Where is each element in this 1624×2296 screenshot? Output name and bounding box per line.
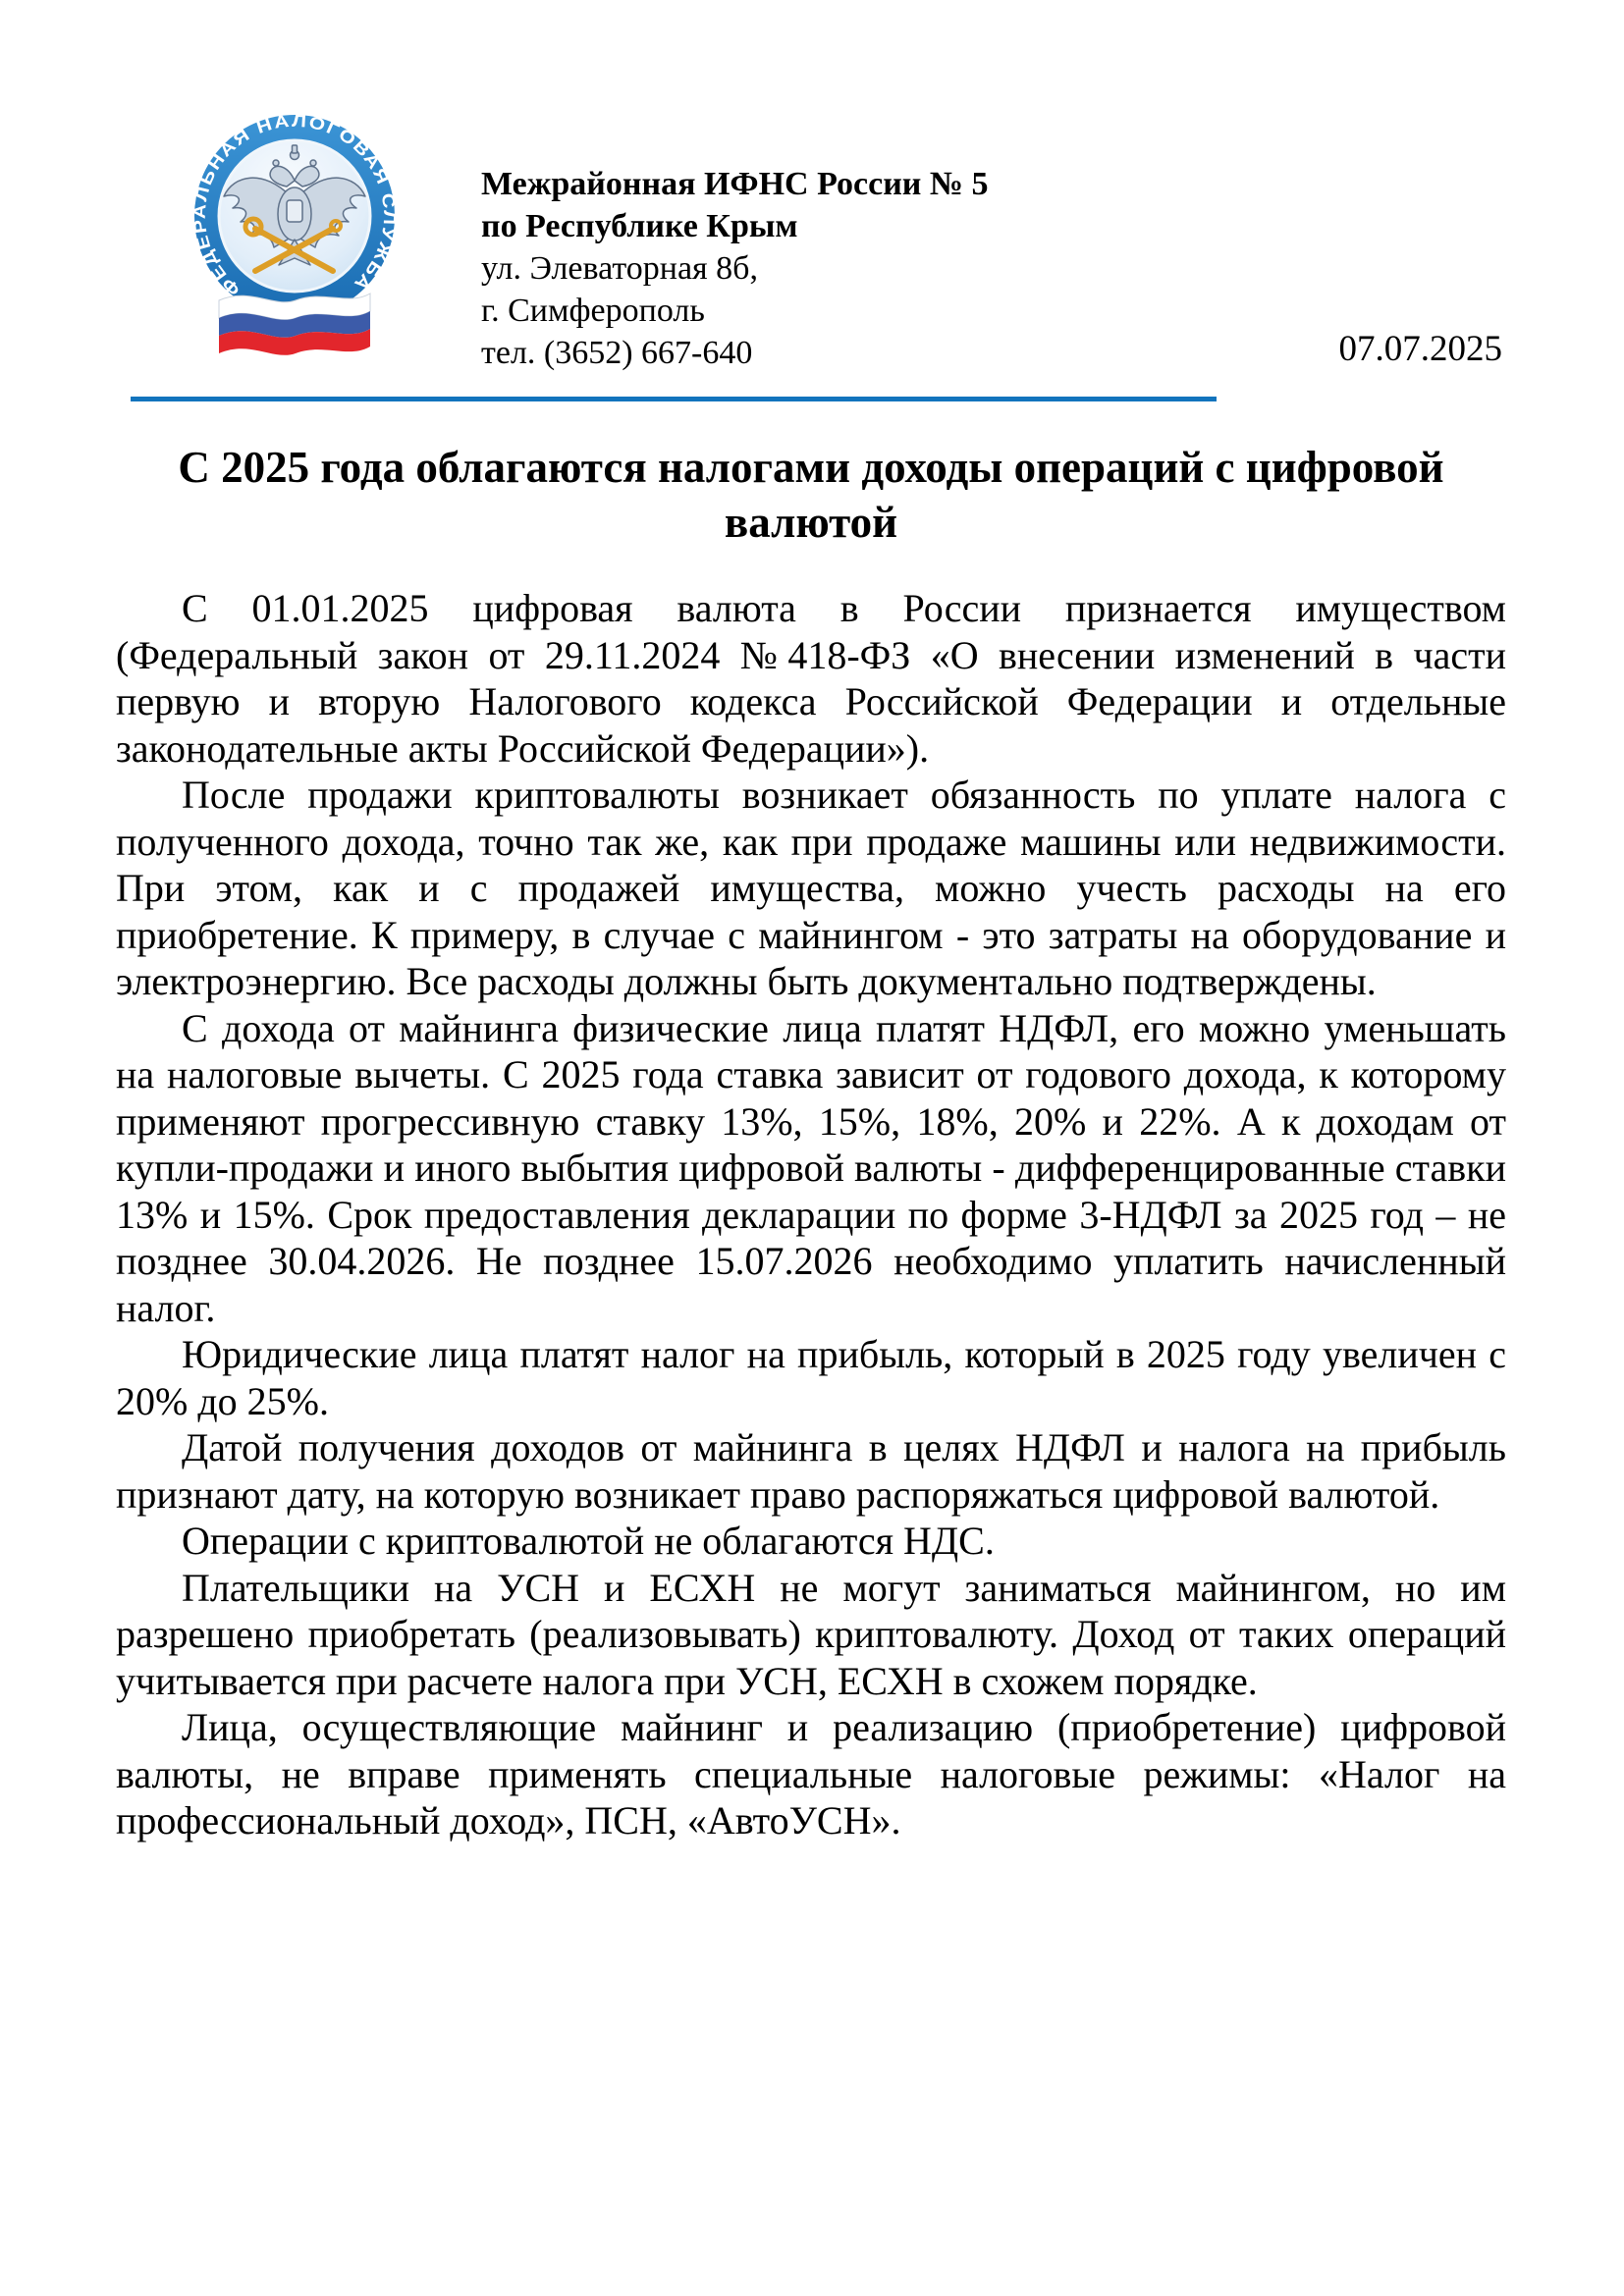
letterhead-org-block: [481, 163, 989, 374]
document-date: 07.07.2025: [1338, 329, 1502, 369]
flag-ribbon-icon: [219, 294, 370, 355]
org-name-line1: Межрайонная ИФНС России № 5: [481, 166, 989, 202]
fns-emblem-logo: [180, 98, 407, 367]
fns-emblem-icon: [180, 98, 407, 367]
paragraph-2: После продажи криптовалюты возникает обязанность по уплате налога с полученного дохода, точно так же, как при продаже машины или недвижимости. При этом, как и с продажей имущества, можно учесть расходы на его приобретение. К примеру, в случае с майнингом - это затраты на оборудование и электроэнергию. Все расходы должны быть документально подтверждены.: [116, 773, 1506, 1003]
emblem-ring-text: ФЕДЕРАЛЬНАЯ НАЛОГОВАЯ СЛУЖБА: [189, 110, 401, 300]
paragraph-8: Лица, осуществляющие майнинг и реализацию (приобретение) цифровой валюты, не вправе применять специальные налоговые режимы: «Налог на профессиональный доход», ПСН, «АвтоУСН».: [116, 1705, 1506, 1842]
paragraph-6: Операции с криптовалютой не облагаются НДС.: [182, 1519, 995, 1563]
org-address-line1: ул. Элеваторная 8б,: [481, 250, 758, 287]
org-address-line2: г. Симферополь: [481, 293, 705, 329]
paragraph-7: Плательщики на УСН и ЕСХН не могут заниматься майнингом, но им разрешено приобретать (реализовывать) криптовалюту. Доход от таких операций учитывается при расчете налога при УСН, ЕСХН в схожем порядке.: [116, 1565, 1506, 1703]
document-body: [116, 440, 1506, 1844]
paragraph-4: Юридические лица платят налог на прибыль, который в 2025 году увеличен с 20% до 25%.: [116, 1332, 1506, 1423]
paragraph-5: Датой получения доходов от майнинга в целях НДФЛ и налога на прибыль признают дату, на которую возникает право распоряжаться цифровой валютой.: [116, 1425, 1506, 1517]
document-title: С 2025 года облагаются налогами доходы операций с цифровой валютой: [178, 443, 1444, 547]
paragraph-1: С 01.01.2025 цифровая валюта в России признается имуществом (Федеральный закон от 29.11.2024 №418-ФЗ «О внесении изменений в части первую и вторую Налогового кодекса Российской Федерации и отдельные законодательные акты Российской Федерации»).: [116, 586, 1506, 771]
paragraph-3: С дохода от майнинга физические лица платят НДФЛ, его можно уменьшать на налоговые вычеты. С 2025 года ставка зависит от годового дохода, к которому применяют прогрессивную ставку 13%, 15%, 18%, 20% и 22%. А к доходам от купли-продажи и иного выбытия цифровой валюты - дифференцированные ставки 13% и 15%. Срок предоставления декларации по форме 3-НДФЛ за 2025 год – не позднее 30.04.2026. Не позднее 15.07.2026 необходимо уплатить начисленный налог.: [116, 1005, 1506, 1330]
org-name-line2: по Республике Крым: [481, 208, 798, 244]
header-divider-line: [131, 397, 1217, 401]
org-phone-line: тел. (3652) 667-640: [481, 335, 753, 371]
